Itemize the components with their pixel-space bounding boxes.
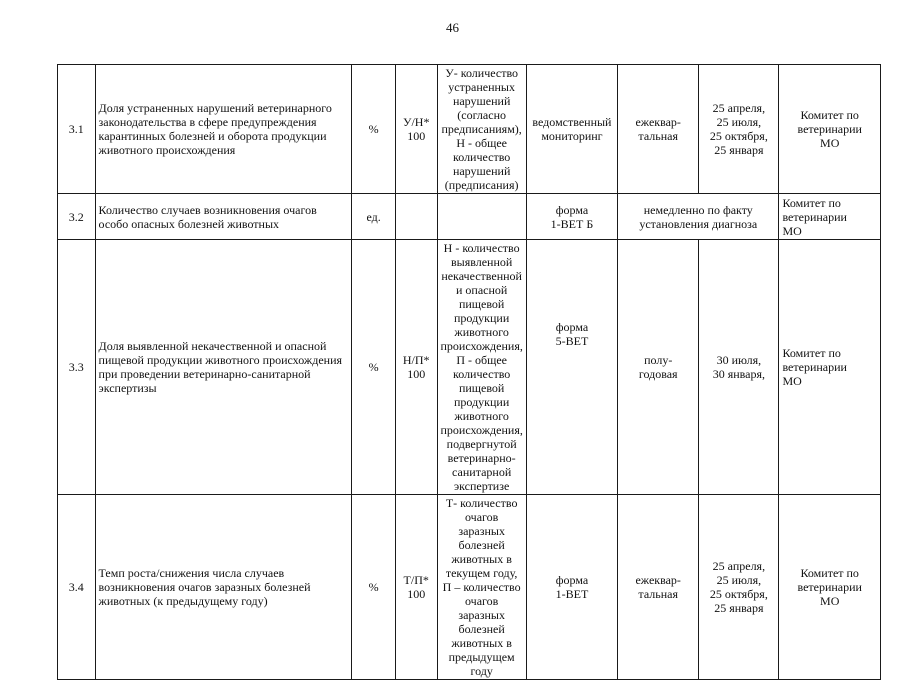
calculation [395, 194, 437, 240]
table-row [58, 495, 881, 680]
formula-description: У- количество устраненных нарушений (согласно предписаниям), Н - общее количество нарушений (предписания) [437, 65, 526, 194]
periodicity-merged: немедленно по факту установления диагноза [618, 194, 779, 240]
formula-description: Т- количество очагов заразных болезней животных в текущем году, П – количество очагов заразных болезней животных в предыдущем году [437, 495, 526, 680]
unit: ед. [352, 194, 396, 240]
periodicity: ежеквар- тальная [618, 65, 699, 194]
unit: % [352, 65, 396, 194]
unit: % [352, 495, 396, 680]
responsible-body: Комитет по ветеринарии МО [779, 240, 881, 495]
indicator-name: Количество случаев возникновения очагов особо опасных болезней животных [95, 194, 352, 240]
table-row [58, 194, 881, 240]
calculation: У/Н* 100 [395, 65, 437, 194]
row-number: 3.4 [58, 495, 96, 680]
indicator-name: Доля устраненных нарушений ветеринарного законодательства в сфере предупреждения карантинных болезней и оборота продукции животного происхождения [95, 65, 352, 194]
unit: % [352, 240, 396, 495]
data-source: форма 5-ВЕТ [526, 240, 617, 495]
row-number: 3.3 [58, 240, 96, 495]
table-row [58, 65, 881, 194]
data-source: ведомственный мониторинг [526, 65, 617, 194]
row-number: 3.1 [58, 65, 96, 194]
data-source: форма 1-ВЕТ Б [526, 194, 617, 240]
periodicity: полу- годовая [618, 240, 699, 495]
periodicity: ежеквар- тальная [618, 495, 699, 680]
formula-description [437, 194, 526, 240]
indicator-name: Темп роста/снижения числа случаев возникновения очагов заразных болезней животных (к предыдущему году) [95, 495, 352, 680]
responsible-body: Комитет по ветеринарии МО [779, 194, 881, 240]
report-dates: 30 июля, 30 января, [699, 240, 779, 495]
indicator-name: Доля выявленной некачественной и опасной пищевой продукции животного происхождения при проведении ветеринарно-санитарной экспертизы [95, 240, 352, 495]
table-row [58, 240, 881, 495]
page-number: 46 [446, 20, 459, 35]
data-source: форма 1-ВЕТ [526, 495, 617, 680]
responsible-body: Комитет по ветеринарии МО [779, 495, 881, 680]
calculation: Н/П* 100 [395, 240, 437, 495]
responsible-body: Комитет по ветеринарии МО [779, 65, 881, 194]
report-dates: 25 апреля, 25 июля, 25 октября, 25 января [699, 495, 779, 680]
indicators-table [57, 64, 881, 680]
report-dates: 25 апреля, 25 июля, 25 октября, 25 января [699, 65, 779, 194]
calculation: Т/П* 100 [395, 495, 437, 680]
row-number: 3.2 [58, 194, 96, 240]
formula-description: Н - количество выявленной некачественной и опасной пищевой продукции животного происхождения, П - общее количество пищевой продукции животного происхождения, подвергнутой ветеринарно- санитарной экспертизе [437, 240, 526, 495]
